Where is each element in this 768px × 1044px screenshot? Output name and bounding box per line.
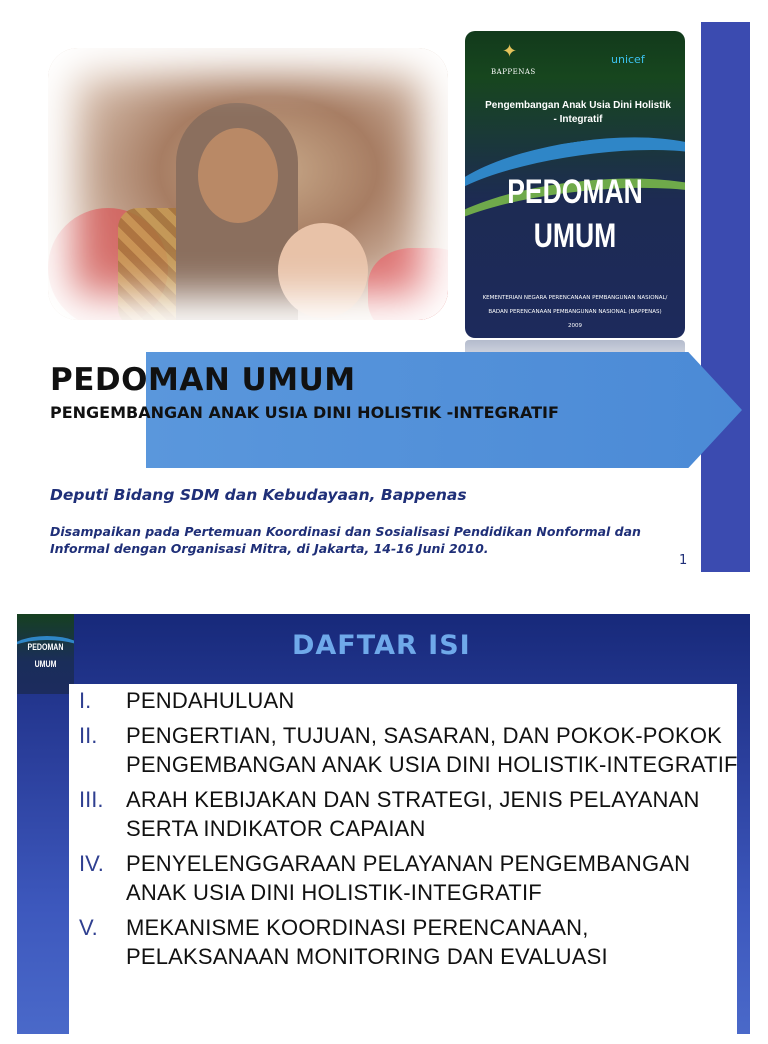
cover-footer-year: 2009	[568, 323, 582, 329]
book-cover-thumbnail	[17, 614, 74, 694]
toc-item-number: IV.	[79, 851, 104, 876]
mother-and-baby-photo	[48, 48, 448, 320]
cover-title-line2: UMUM	[533, 217, 617, 255]
slide-subtitle: PENGEMBANGAN ANAK USIA DINI HOLISTIK -INTEGRATIF	[50, 403, 559, 422]
toc-item-number: II.	[79, 723, 98, 748]
toc-title: DAFTAR ISI	[292, 630, 471, 661]
event-note: Disampaikan pada Pertemuan Koordinasi dan Sosialisasi Pendidikan Nonformal dan Informal dengan Organisasi Mitra, di Jakarta, 14-16 Juni 2010.	[50, 524, 641, 556]
thumb-title-line1: PEDOMAN	[27, 642, 64, 652]
cover-agency: BAPPENAS	[491, 68, 536, 76]
book-cover-image	[465, 31, 685, 338]
garuda-emblem-icon: ✦	[502, 41, 518, 62]
toc-item-text: MEKANISME KOORDINASI PERENCANAAN, PELAKSANAAN MONITORING DAN EVALUASI	[126, 915, 608, 969]
toc-item-number: I.	[79, 688, 92, 713]
toc-item-text: PENGERTIAN, TUJUAN, SASARAN, DAN POKOK-POKOK PENGEMBANGAN ANAK USIA DINI HOLISTIK-INTEGRATIF	[126, 723, 738, 777]
cover-subtitle: Pengembangan Anak Usia Dini Holistik - Integratif	[485, 100, 671, 125]
toc-item	[79, 785, 739, 843]
toc-item	[79, 686, 739, 715]
photo-fade	[48, 48, 448, 320]
toc-item-number: V.	[79, 915, 98, 940]
cover-footer-line2: BADAN PERENCANAAN PEMBANGUNAN NASIONAL (BAPPENAS)	[488, 309, 662, 315]
slide-2	[17, 614, 750, 1034]
toc-item	[79, 913, 739, 971]
toc-item-text: PENYELENGGARAAN PELAYANAN PENGEMBANGAN ANAK USIA DINI HOLISTIK-INTEGRATIF	[126, 851, 691, 905]
right-accent-bar	[701, 22, 750, 572]
cover-footer-line1: KEMENTERIAN NEGARA PERENCANAAN PEMBANGUNAN NASIONAL/	[482, 295, 668, 301]
unicef-logo: unicef	[611, 53, 645, 66]
slide-title: PEDOMAN UMUM	[50, 362, 356, 398]
toc-item-text: ARAH KEBIJAKAN DAN STRATEGI, JENIS PELAYANAN SERTA INDIKATOR CAPAIAN	[126, 787, 700, 841]
cover-title-line1: PEDOMAN	[507, 173, 643, 211]
presenter-line: Deputi Bidang SDM dan Kebudayaan, Bappenas	[50, 486, 467, 504]
thumb-title-line2: UMUM	[34, 659, 57, 669]
toc-list	[79, 686, 739, 977]
toc-item-text: PENDAHULUAN	[126, 688, 295, 713]
toc-item	[79, 849, 739, 907]
page-number: 1	[679, 553, 688, 568]
toc-item-number: III.	[79, 787, 104, 812]
toc-item	[79, 721, 739, 779]
